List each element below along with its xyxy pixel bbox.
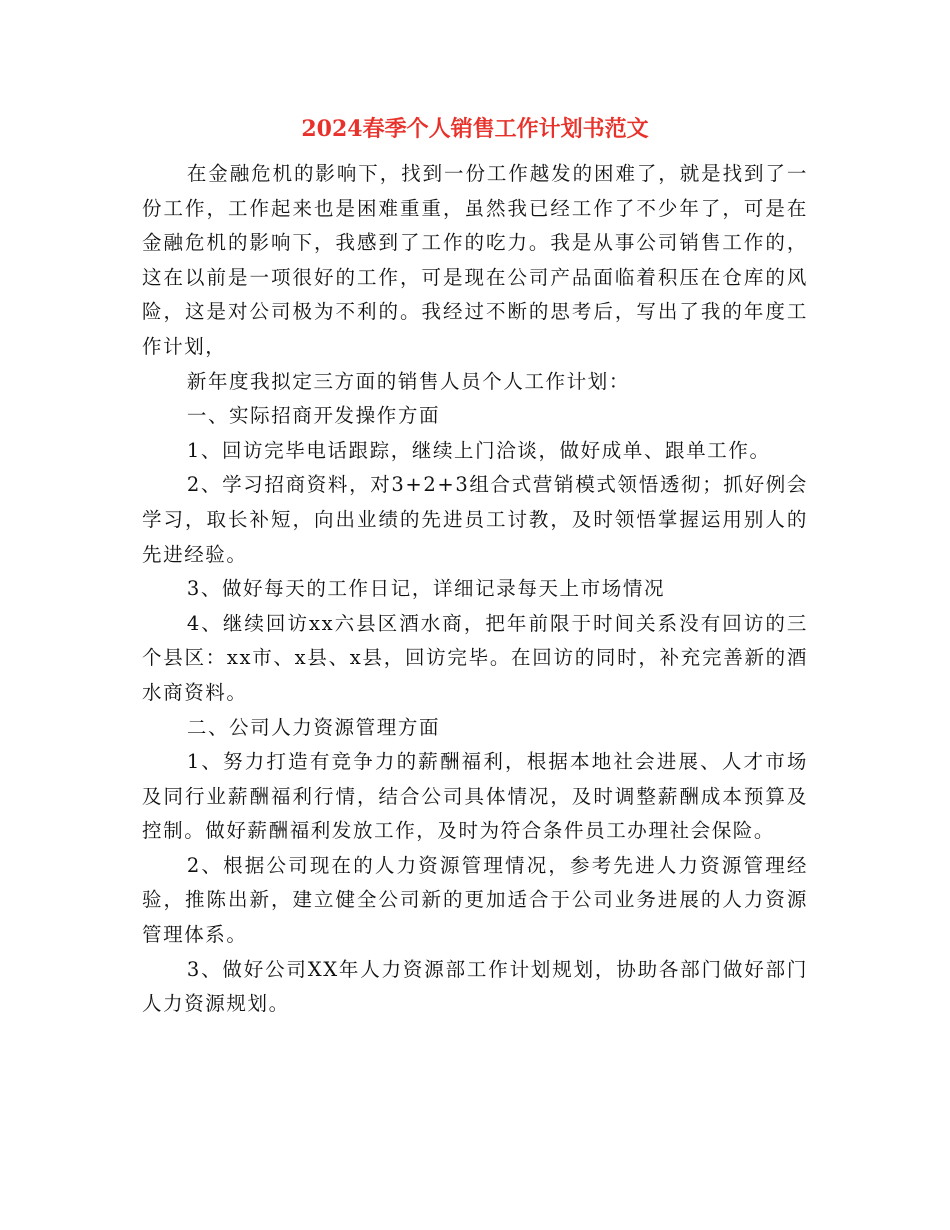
plan-intro-paragraph: 新年度我拟定三方面的销售人员个人工作计划： bbox=[186, 369, 630, 393]
intro-paragraph: 在金融危机的影响下，找到一份工作越发的困难了，就是找到了一份工作，工作起来也是困难重重，虽然我已经工作了不少年了，可是在金融危机的影响下，我感到了工作的吃力。我是从事公司销售工作的，这在以前是一项很好的工作，可是现在公司产品面临着积压在仓库的风险，这是对公司极为不利的。我经过不断的思考后，写出了我的年度工作计划， bbox=[142, 162, 808, 358]
list-item: 4、继续回访xx六县区酒水商，把年前限于时间关系没有回访的三个县区：xx市、x县、x县，回访完毕。在回访的同时，补充完善新的酒水商资料。 bbox=[142, 611, 808, 704]
list-item: 2、根据公司现在的人力资源管理情况，参考先进人力资源管理经验，推陈出新，建立健全公司新的更加适合于公司业务进展的人力资源管理体系。 bbox=[142, 853, 808, 947]
list-item: 1、努力打造有竞争力的薪酬福利，根据本地社会进展、人才市场及同行业薪酬福利行情，结合公司具体情况，及时调整薪酬成本预算及控制。做好薪酬福利发放工作，及时为符合条件员工办理社会保险。 bbox=[142, 750, 808, 843]
document-title: 2024春季个人销售工作计划书范文 bbox=[301, 116, 649, 142]
section-heading-hr: 二、公司人力资源管理方面 bbox=[186, 715, 441, 739]
list-item: 1、回访完毕电话跟踪，继续上门洽谈，做好成单、跟单工作。 bbox=[186, 438, 771, 462]
document-body bbox=[142, 157, 808, 1022]
section-heading-investment: 一、实际招商开发操作方面 bbox=[186, 404, 441, 428]
list-item: 3、做好每天的工作日记，详细记录每天上市场情况 bbox=[186, 577, 666, 601]
list-item: 3、做好公司XX年人力资源部工作计划规划，协助各部门做好部门人力资源规划。 bbox=[142, 957, 808, 1016]
list-item: 2、学习招商资料，对3+2+3组合式营销模式领悟透彻；抓好例会学习，取长补短，向出业绩的先进员工讨教，及时领悟掌握运用别人的先进经验。 bbox=[142, 473, 808, 566]
